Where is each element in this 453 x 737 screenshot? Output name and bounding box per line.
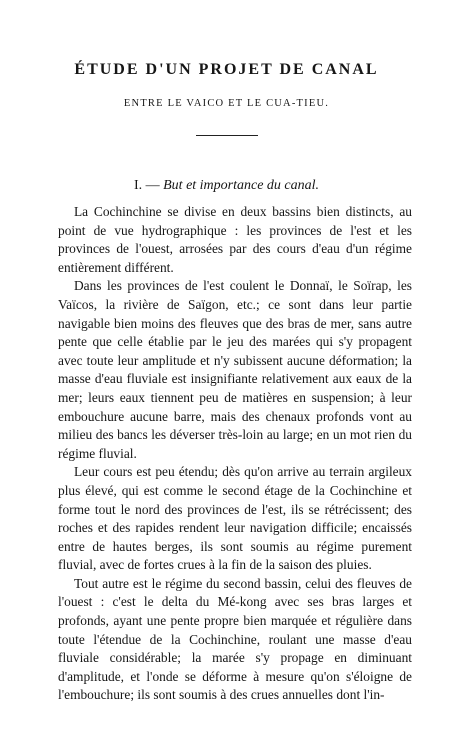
document-body	[58, 203, 412, 705]
section-title: But et importance du canal.	[163, 178, 320, 193]
title-divider	[196, 135, 258, 136]
section-heading	[0, 177, 453, 195]
paragraph: La Cochinchine se divise en deux bassins bien distincts, au point de vue hydrographique : les provinces de l'est et les provinces de l'ouest, arrosées par des cours d'eau d'un régime entièrement différent.	[58, 204, 412, 275]
document-title: ÉTUDE D'UN PROJET DE CANAL	[74, 61, 379, 78]
section-number: I. —	[133, 178, 160, 193]
paragraph: Tout autre est le régime du second bassin, celui des fleuves de l'ouest : c'est le delta du Mé-kong avec ses bras larges et profonds, ayant une pente propre bien marquée et régulière dans toute l'étendue de la Cochinchine, roulant une masse d'eau fluviale considérable; la marée s'y propage en diminuant d'amplitude, et l'onde se déforme à mesure qu'on s'éloigne de l'embouchure; ils sont soumis à des crues annuelles dont l'in-	[58, 575, 412, 703]
document-subtitle: ENTRE LE VAICO ET LE CUA-TIEU.	[123, 98, 330, 109]
paragraph: Leur cours est peu étendu; dès qu'on arrive au terrain argileux plus élevé, qui est comme le second étage de la Cochinchine et forme tout le nord des provinces de l'est, ils se rétrécissent; des roches et des rapides rendent leur navigation difficile; encaissés entre de hautes berges, ils sont soumis au régime purement fluvial, avec de fortes crues à la fin de la saison des pluies.	[58, 464, 412, 573]
paragraph: Dans les provinces de l'est coulent le Donnaï, le Soïrap, les Vaïcos, la rivière de Saïgon, etc.; ce sont dans leur partie navigable bien moins des fleuves que des bras de mer, sans autre pente que celle établie par le jeu des marées qui s'y propagent avec toute leur amplitude et n'y subissent aucune déformation; la masse d'eau fluviale est insignifiante relativement aux eaux de la mer; leurs eaux tiennent peu de matières en suspension; à leur embouchure aucune barre, mais des chenaux profonds vont au milieu des bancs les déverser très-loin au large; en un mot rien du régime fluvial.	[58, 278, 412, 461]
